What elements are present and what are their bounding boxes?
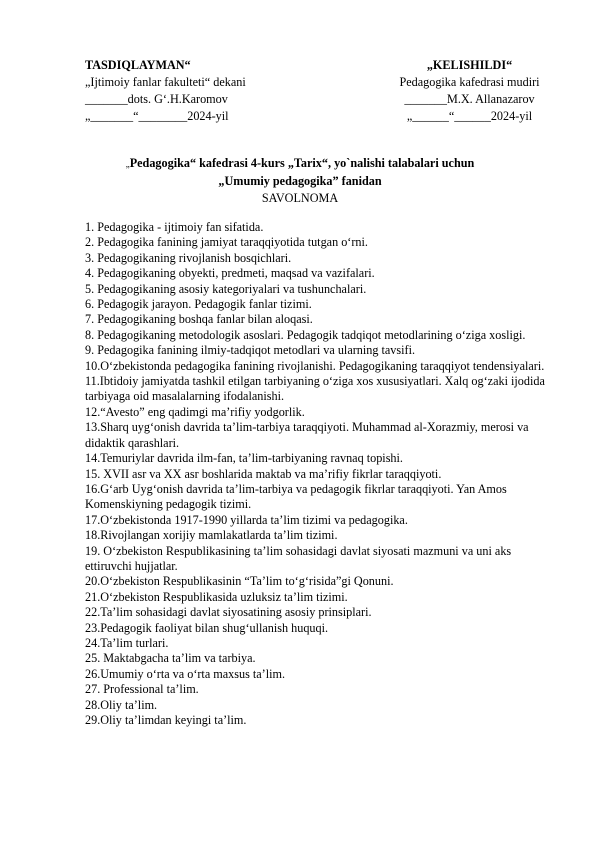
question-item: 7. Pedagogikaning boshqa fanlar bilan aloqasi. (85, 312, 313, 327)
title-line-1-text: Pedagogika“ kafedrasi 4-kurs „Tarix“, yo`nalishi talabalari uchun (129, 156, 475, 170)
question-item: 9. Pedagogika fanining ilmiy-tadqiqot metodlari va ularning tavsifi. (85, 343, 416, 358)
question-item: 1. Pedagogika - ijtimoiy fan sifatida. (85, 220, 264, 234)
title-line-1 (80, 155, 520, 173)
question-item: 25. Maktabgacha ta’lim va tarbiya. (85, 651, 256, 666)
approval-position-left: „Ijtimoiy fanlar fakulteti“ dekani (85, 75, 246, 89)
document-title (80, 155, 520, 207)
question-item: 19. O‘zbekiston Respublikasining ta’lim sohasidagi davlat siyosati mazmuni va uni aks ettiruvchi hujjatlar. (85, 543, 512, 573)
question-item: 22.Ta’lim sohasidagi davlat siyosatining asosiy prinsiplari. (85, 605, 372, 620)
question-item: 17.O‘zbekistonda 1917-1990 yillarda ta’lim tizimi va pedagogika. (85, 512, 408, 527)
question-item: 11.Ibtidoiy jamiyatda tashkil etilgan tarbiyaning o‘ziga xos xususiyatlari. Xalq og‘zaki ijodida tarbiyaga oid masalalarning ifodalanishi. (85, 374, 545, 404)
question-item: 20.O‘zbekiston Respublikasinin “Ta’lim to‘g‘risida”gi Qonuni. (85, 574, 394, 589)
question-item: 16.G‘arb Uyg‘onish davrida ta’lim-tarbiya va pedagogik fikrlar taraqqiyoti. Yan Amos Komenskiyning pedagogik tizimi. (85, 481, 507, 512)
question-item: 8. Pedagogikaning metodologik asoslari. Pedagogik tadqiqot metodlarining o‘ziga xosligi. (85, 327, 526, 342)
approval-date-left: „_______“________2024-yil (85, 109, 229, 123)
question-item: 10.O‘zbekistonda pedagogika fanining rivojlanishi. Pedagogikaning taraqqiyot tendensiyalari. (85, 358, 545, 373)
approval-block-left (85, 57, 335, 125)
question-item: 24.Ta’lim turlari. (85, 635, 169, 650)
approval-signature-left: _______dots. G‘.H.Karomov (85, 92, 228, 106)
question-item: 5. Pedagogikaning asosiy kategoriyalari va tushunchalari. (85, 281, 367, 296)
question-item: 18.Rivojlangan xorijiy mamlakatlarda ta’lim tizimi. (85, 528, 338, 543)
question-item: 4. Pedagogikaning obyekti, predmeti, maqsad va vazifalari. (85, 266, 375, 281)
question-item: 26.Umumiy o‘rta va o‘rta maxsus ta’lim. (85, 666, 286, 681)
approval-position-right: Pedagogika kafedrasi mudiri (399, 75, 540, 89)
question-item: 27. Professional ta’lim. (85, 682, 199, 697)
question-item: 12.“Avesto” eng qadimgi ma’rifiy yodgorlik. (85, 404, 305, 419)
question-list (85, 220, 560, 728)
question-item: 14.Temuriylar davrida ilm-fan, ta’lim-tarbiyaning ravnaq topishi. (85, 451, 403, 466)
question-item: 2. Pedagogika fanining jamiyat taraqqiyotida tutgan o‘rni. (85, 235, 368, 250)
question-item: 13.Sharq uyg‘onish davrida ta’lim-tarbiya taraqqiyoti. Muhammad al-Xorazmiy, merosi va didaktik qarashlari. (85, 420, 529, 450)
approval-title-right: „KELISHILDI“ (426, 58, 513, 72)
question-item: 29.Oliy ta’limdan keyingi ta’lim. (85, 713, 247, 727)
approval-block-right (382, 57, 557, 125)
question-item: 3. Pedagogikaning rivojlanish bosqichlari. (85, 250, 292, 265)
question-item: 23.Pedagogik faoliyat bilan shug‘ullanish huquqi. (85, 620, 329, 635)
title-line-3: SAVOLNOMA (261, 191, 339, 205)
title-line-2: „Umumiy pedagogika” fanidan (218, 174, 382, 188)
approval-date-right: „______“______2024-yil (406, 109, 533, 123)
question-item: 15. XVII asr va XX asr boshlarida maktab va ma’rifiy fikrlar taraqqiyoti. (85, 466, 442, 481)
question-item: 6. Pedagogik jarayon. Pedagogik fanlar tizimi. (85, 297, 312, 312)
title-line-1-prefix: „ (125, 159, 130, 169)
question-item: 21.O‘zbekiston Respublikasida uzluksiz ta’lim tizimi. (85, 589, 348, 604)
approval-title-left: TASDIQLAYMAN“ (85, 58, 191, 72)
approval-signature-right: _______M.X. Allanazarov (404, 92, 535, 106)
question-item: 28.Oliy ta’lim. (85, 697, 158, 712)
